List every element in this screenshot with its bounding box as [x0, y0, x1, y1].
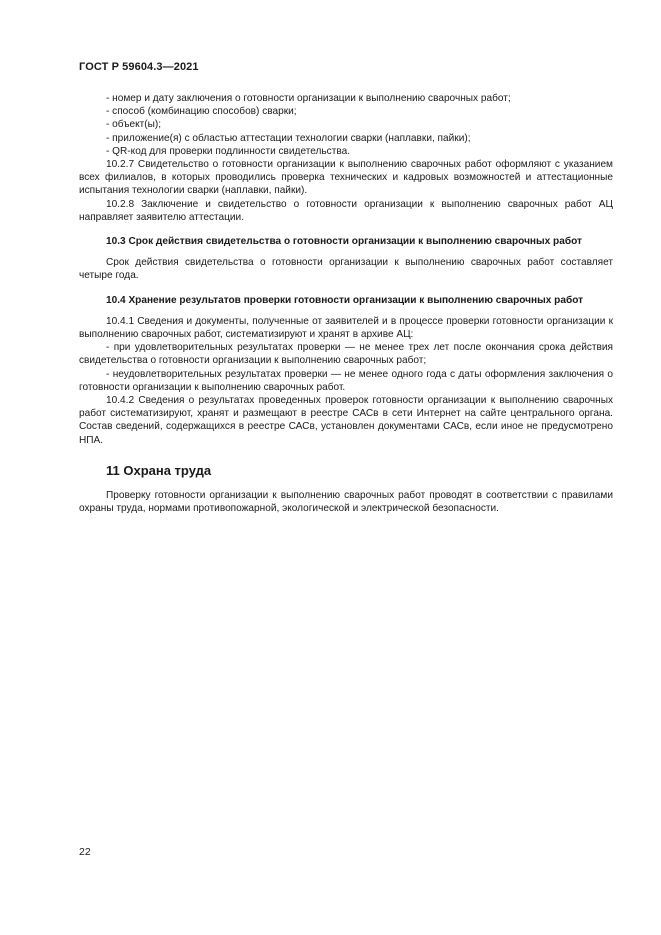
section-heading-10-4: 10.4 Хранение результатов проверки готовности организации к выполнению сварочных работ [106, 294, 584, 306]
list-item-negative-results: - неудовлетворительных результатах проверки — не менее одного года с даты оформления заключения о готовности организации к выполнению сварочных работ. [79, 368, 613, 393]
document-body [79, 92, 613, 515]
paragraph-10-2-8: 10.2.8 Заключение и свидетельство о готовности организации к выполнению сварочных работ АЦ направляет заявителю аттестации. [79, 198, 613, 223]
list-item: - QR-код для проверки подлинности свидетельства. [106, 145, 350, 157]
section-heading-10-3: 10.3 Срок действия свидетельства о готовности организации к выполнению сварочных работ [106, 236, 582, 248]
page-number: 22 [79, 846, 91, 858]
paragraph-10-4-1: 10.4.1 Сведения и документы, полученные от заявителей и в процессе проверки готовности организации к выполнению сварочных работ, систематизируют и хранят в архиве АЦ: [79, 315, 613, 341]
paragraph-10-2-7: 10.2.7 Свидетельство о готовности организации к выполнению сварочных работ оформляют с указанием всех филиалов, в которых проводились проверка технических и кадровых возможностей и аттестационные испытания технологии сварки (наплавки, пайки). [79, 159, 613, 197]
list-item-positive-results: - при удовлетворительных результатах проверки — не менее трех лет после окончания срока действия свидетельства о готовности организации к выполнению сварочных работ; [79, 342, 613, 367]
list-item: - приложение(я) с областью аттестации технологии сварки (наплавки, пайки); [106, 132, 471, 144]
paragraph-10-4-2: 10.4.2 Сведения о результатах проведенных проверок готовности организации к выполнению сварочных работ систематизируют, хранят и размещают в реестре САСв в сети Интернет на сайте центрального органа. Состав сведений, содержащихся в реестре САСв, установлен документами САСв, если иное не предусмотрено НПА. [79, 395, 613, 446]
list-item: - номер и дату заключения о готовности организации к выполнению сварочных работ; [106, 93, 511, 104]
list-item: - объект(ы); [106, 119, 162, 131]
paragraph-10-3: Срок действия свидетельства о готовности организации к выполнению сварочных работ составляет четыре года. [79, 257, 613, 282]
document-header: ГОСТ Р 59604.3—2021 [79, 61, 199, 73]
section-heading-11: 11 Охрана труда [106, 462, 212, 478]
paragraph-11: Проверку готовности организации к выполнению сварочных работ проводят в соответствии с правилами охраны труда, нормами противопожарной, экологической и электрической безопасности. [79, 489, 613, 515]
list-item: - способ (комбинацию способов) сварки; [106, 106, 297, 118]
